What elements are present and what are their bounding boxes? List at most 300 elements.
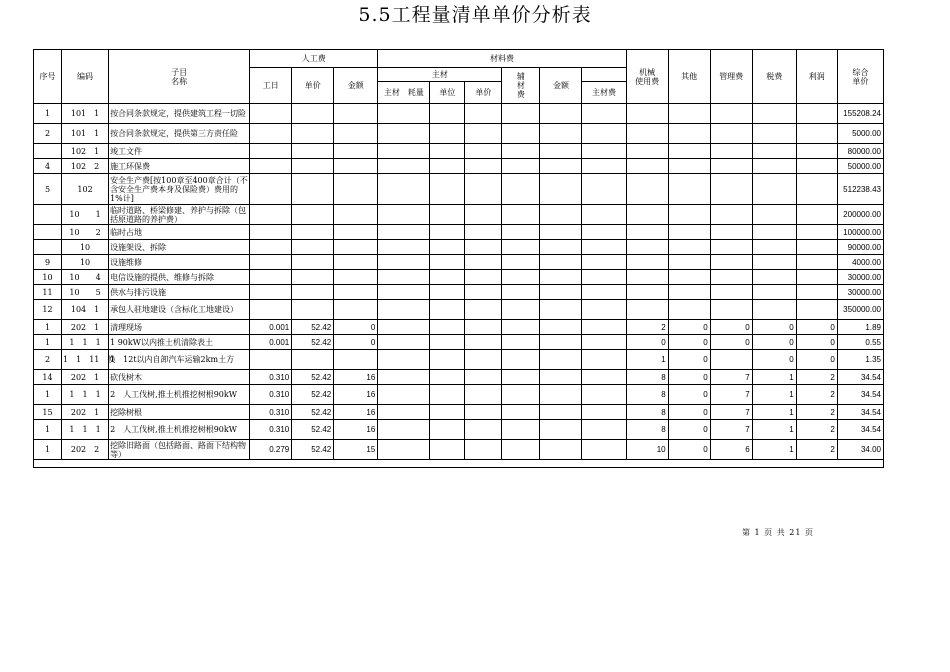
row-machine: 2 xyxy=(626,320,668,335)
row-main-consumption-a xyxy=(378,124,430,144)
row-item-name: 清理现场 xyxy=(109,320,250,335)
row-main-unit xyxy=(430,255,465,270)
row-mgmt: 7 xyxy=(710,420,752,440)
row-material-amount xyxy=(582,240,626,255)
row-code: 1 1 1 xyxy=(62,420,109,440)
row-machine xyxy=(626,174,668,205)
row-profit xyxy=(796,270,837,285)
row-main-unit xyxy=(430,225,465,240)
table-row xyxy=(34,300,884,320)
row-mgmt: 0 xyxy=(710,320,752,335)
row-machine xyxy=(626,104,668,124)
table-row xyxy=(34,285,884,300)
row-mgmt xyxy=(710,144,752,159)
row-labor-hours xyxy=(250,285,292,300)
row-main-unit xyxy=(430,270,465,285)
row-other xyxy=(668,255,710,270)
row-labor-price xyxy=(292,205,334,225)
row-main-fee xyxy=(502,225,540,240)
header-main-unit: 单位 xyxy=(430,82,465,104)
row-main-consumption-a xyxy=(378,300,430,320)
row-material-amount xyxy=(582,225,626,240)
row-main-consumption-a xyxy=(378,285,430,300)
row-main-unit xyxy=(430,370,465,385)
row-tax xyxy=(752,255,796,270)
row-main-price xyxy=(465,159,502,174)
row-aux-material xyxy=(540,159,582,174)
row-seq: 12 xyxy=(34,300,62,320)
row-main-fee xyxy=(502,240,540,255)
row-machine: 1 xyxy=(626,350,668,370)
row-machine xyxy=(626,285,668,300)
row-code: 10 2 xyxy=(62,225,109,240)
row-tax xyxy=(752,124,796,144)
row-item-name: 1 90kW以内推土机清除表土 xyxy=(109,335,250,350)
row-main-fee xyxy=(502,104,540,124)
row-labor-hours xyxy=(250,350,292,370)
row-aux-material xyxy=(540,174,582,205)
row-unit-price: 30000.00 xyxy=(837,270,883,285)
row-aux-material xyxy=(540,370,582,385)
row-seq: 1 xyxy=(34,440,62,460)
row-profit xyxy=(796,225,837,240)
row-main-unit xyxy=(430,240,465,255)
row-unit-price: 34.00 xyxy=(837,440,883,460)
row-main-price xyxy=(465,124,502,144)
row-aux-material xyxy=(540,285,582,300)
row-main-fee xyxy=(502,285,540,300)
row-material-amount xyxy=(582,370,626,385)
row-labor-amount xyxy=(334,205,378,225)
row-seq: 9 xyxy=(34,255,62,270)
header-labor-amount: 金额 xyxy=(334,68,378,104)
table-row xyxy=(34,159,884,174)
row-profit xyxy=(796,144,837,159)
row-aux-material xyxy=(540,440,582,460)
row-mgmt xyxy=(710,124,752,144)
row-code: 102 xyxy=(62,174,109,205)
row-seq: 1 xyxy=(34,104,62,124)
row-profit: 0 xyxy=(796,335,837,350)
row-item-name: 1 12t以内自卸汽车运输2km土方 xyxy=(109,350,250,370)
row-other: 0 xyxy=(668,370,710,385)
row-profit xyxy=(796,174,837,205)
row-mgmt xyxy=(710,350,752,370)
row-mgmt: 6 xyxy=(710,440,752,460)
header-main-consumption: 主材 耗量 xyxy=(378,82,430,104)
row-other: 0 xyxy=(668,440,710,460)
row-machine xyxy=(626,255,668,270)
row-aux-material xyxy=(540,104,582,124)
row-material-amount xyxy=(582,144,626,159)
row-main-unit xyxy=(430,159,465,174)
row-labor-hours: 0.001 xyxy=(250,335,292,350)
row-tax xyxy=(752,300,796,320)
row-labor-price xyxy=(292,144,334,159)
header-other: 其他 xyxy=(668,50,710,104)
row-main-price xyxy=(465,255,502,270)
page-footer: 第 1 页 共 21 页 xyxy=(742,528,814,537)
row-code: 102 1 xyxy=(62,144,109,159)
row-mgmt xyxy=(710,240,752,255)
row-labor-amount xyxy=(334,225,378,240)
row-main-fee xyxy=(502,385,540,405)
row-mgmt xyxy=(710,270,752,285)
header-aux-material: 辅 材 费 xyxy=(502,68,540,104)
row-main-price xyxy=(465,174,502,205)
row-aux-material xyxy=(540,255,582,270)
row-main-unit xyxy=(430,385,465,405)
page-title: 5.5工程量清单单价分析表 xyxy=(358,4,592,26)
row-labor-hours xyxy=(250,300,292,320)
row-unit-price: 34.54 xyxy=(837,420,883,440)
row-main-price xyxy=(465,104,502,124)
row-labor-amount: 15 xyxy=(334,440,378,460)
row-other xyxy=(668,124,710,144)
row-labor-amount xyxy=(334,124,378,144)
table-row xyxy=(34,144,884,159)
row-item-name: 电信设施的提供、维修与拆除 xyxy=(109,270,250,285)
row-main-price xyxy=(465,440,502,460)
row-aux-material xyxy=(540,405,582,420)
row-labor-price xyxy=(292,255,334,270)
row-main-fee xyxy=(502,405,540,420)
row-aux-material xyxy=(540,240,582,255)
row-main-fee xyxy=(502,370,540,385)
row-item-name: 竣工文件 xyxy=(109,144,250,159)
row-code: 202 1 xyxy=(62,405,109,420)
row-labor-amount: 0 xyxy=(334,335,378,350)
row-main-price xyxy=(465,300,502,320)
row-profit xyxy=(796,205,837,225)
row-main-consumption-a xyxy=(378,270,430,285)
row-labor-price xyxy=(292,300,334,320)
row-main-consumption-a xyxy=(378,174,430,205)
row-labor-hours xyxy=(250,225,292,240)
table-row xyxy=(34,255,884,270)
row-tax xyxy=(752,104,796,124)
table-row xyxy=(34,124,884,144)
row-main-consumption-a xyxy=(378,405,430,420)
row-code: 10 xyxy=(62,240,109,255)
row-main-unit xyxy=(430,124,465,144)
row-labor-hours xyxy=(250,174,292,205)
row-code: 10 4 xyxy=(62,270,109,285)
row-main-consumption-a xyxy=(378,205,430,225)
row-labor-amount xyxy=(334,159,378,174)
row-main-price xyxy=(465,225,502,240)
row-code: 10 5 xyxy=(62,285,109,300)
row-machine: 8 xyxy=(626,385,668,405)
table-row xyxy=(34,205,884,225)
row-tax xyxy=(752,205,796,225)
row-main-fee xyxy=(502,320,540,335)
row-unit-price: 0.55 xyxy=(837,335,883,350)
row-labor-price xyxy=(292,104,334,124)
row-profit: 2 xyxy=(796,385,837,405)
row-main-consumption-a xyxy=(378,320,430,335)
row-item-name: 供水与排污设施 xyxy=(109,285,250,300)
row-tax xyxy=(752,144,796,159)
row-main-price xyxy=(465,385,502,405)
row-unit-price: 5000.00 xyxy=(837,124,883,144)
row-unit-price: 512238.43 xyxy=(837,174,883,205)
row-other xyxy=(668,285,710,300)
row-labor-hours xyxy=(250,270,292,285)
row-profit xyxy=(796,255,837,270)
row-labor-price xyxy=(292,240,334,255)
row-main-price xyxy=(465,144,502,159)
header-material: 材料费 xyxy=(378,50,626,68)
row-main-consumption-a xyxy=(378,370,430,385)
table-row xyxy=(34,440,884,460)
header-labor-price: 单价 xyxy=(292,68,334,104)
row-other: 0 xyxy=(668,385,710,405)
table-row xyxy=(34,240,884,255)
row-other: 0 xyxy=(668,335,710,350)
header-code: 编码 xyxy=(62,50,109,104)
row-code: 1 1 1 xyxy=(62,335,109,350)
row-main-consumption-a xyxy=(378,159,430,174)
row-tax: 0 xyxy=(752,335,796,350)
row-labor-amount xyxy=(334,104,378,124)
row-unit-price: 200000.00 xyxy=(837,205,883,225)
row-main-fee xyxy=(502,420,540,440)
row-main-consumption-a xyxy=(378,350,430,370)
row-tax: 1 xyxy=(752,370,796,385)
row-code: 202 1 xyxy=(62,370,109,385)
row-main-fee xyxy=(502,350,540,370)
row-main-fee xyxy=(502,174,540,205)
row-labor-amount: 16 xyxy=(334,370,378,385)
row-mgmt xyxy=(710,159,752,174)
row-unit-price: 1.35 xyxy=(837,350,883,370)
row-seq: 11 xyxy=(34,285,62,300)
row-seq: 1 xyxy=(34,385,62,405)
header-main-price: 单价 xyxy=(465,82,502,104)
row-item-name: 砍伐树木 xyxy=(109,370,250,385)
row-material-amount xyxy=(582,159,626,174)
row-machine: 8 xyxy=(626,405,668,420)
row-seq: 1 xyxy=(34,320,62,335)
row-other xyxy=(668,159,710,174)
row-item-name: 施工环保费 xyxy=(109,159,250,174)
header-machine: 机械 使用费 xyxy=(626,50,668,104)
row-profit: 2 xyxy=(796,420,837,440)
row-item-name: 安全生产费[按100章至400章合计（不含安全生产费本身及保险费）费用的1%计] xyxy=(110,175,248,203)
table-row xyxy=(34,335,884,350)
row-machine xyxy=(626,144,668,159)
row-profit: 0 xyxy=(796,350,837,370)
row-profit: 2 xyxy=(796,370,837,385)
row-labor-amount xyxy=(334,240,378,255)
row-main-consumption-a xyxy=(378,420,430,440)
row-item-name: 承包人驻地建设（含标化工地建设） xyxy=(109,300,250,320)
row-machine xyxy=(626,270,668,285)
row-profit xyxy=(796,159,837,174)
row-unit-price: 90000.00 xyxy=(837,240,883,255)
header-item-name: 子目 名称 xyxy=(109,50,250,104)
row-tax: 0 xyxy=(752,350,796,370)
row-machine: 0 xyxy=(626,335,668,350)
row-labor-price: 52.42 xyxy=(292,320,334,335)
row-main-unit xyxy=(430,144,465,159)
header-profit: 利润 xyxy=(796,50,837,104)
row-labor-amount: 16 xyxy=(334,420,378,440)
row-labor-amount: 0 xyxy=(334,320,378,335)
row-main-price xyxy=(465,285,502,300)
row-labor-price xyxy=(292,285,334,300)
row-profit: 2 xyxy=(796,440,837,460)
row-labor-amount xyxy=(334,144,378,159)
row-material-amount xyxy=(582,320,626,335)
row-main-fee xyxy=(502,205,540,225)
row-main-fee xyxy=(502,440,540,460)
row-main-unit xyxy=(430,320,465,335)
row-item-name: 按合同条款规定，提供建筑工程一切险 xyxy=(109,104,250,124)
row-material-amount xyxy=(582,385,626,405)
row-main-unit xyxy=(430,405,465,420)
row-labor-price: 52.42 xyxy=(292,440,334,460)
row-item-name: 设施维修 xyxy=(109,255,250,270)
row-code: 101 1 xyxy=(62,124,109,144)
row-mgmt xyxy=(710,300,752,320)
row-main-consumption-a xyxy=(378,335,430,350)
row-main-price xyxy=(465,350,502,370)
row-aux-material xyxy=(540,124,582,144)
row-labor-price: 52.42 xyxy=(292,335,334,350)
row-main-price xyxy=(465,270,502,285)
header-seq: 序号 xyxy=(34,50,62,104)
row-seq xyxy=(34,144,62,159)
row-material-amount xyxy=(582,104,626,124)
row-main-fee xyxy=(502,270,540,285)
row-labor-price: 52.42 xyxy=(292,370,334,385)
row-main-unit xyxy=(430,440,465,460)
row-labor-hours: 0.001 xyxy=(250,320,292,335)
row-seq: 2 xyxy=(34,350,62,370)
row-profit: 2 xyxy=(796,405,837,420)
row-profit xyxy=(796,285,837,300)
row-machine: 10 xyxy=(626,440,668,460)
table-row xyxy=(34,405,884,420)
header-labor-hours: 工日 xyxy=(250,68,292,104)
row-main-unit xyxy=(430,205,465,225)
row-aux-material xyxy=(540,350,582,370)
row-seq xyxy=(34,205,62,225)
row-tax xyxy=(752,270,796,285)
row-labor-amount xyxy=(334,285,378,300)
row-seq xyxy=(34,225,62,240)
row-code: 1 1 11 换 xyxy=(62,350,109,370)
row-aux-material xyxy=(540,225,582,240)
row-labor-hours xyxy=(250,240,292,255)
row-material-amount xyxy=(582,405,626,420)
row-aux-material xyxy=(540,420,582,440)
row-labor-price xyxy=(292,174,334,205)
row-tax xyxy=(752,174,796,205)
row-seq: 1 xyxy=(34,335,62,350)
row-tax: 1 xyxy=(752,405,796,420)
row-other xyxy=(668,144,710,159)
row-item-name: 设施架设、拆除 xyxy=(109,240,250,255)
header-tax: 税费 xyxy=(752,50,796,104)
row-other xyxy=(668,300,710,320)
row-main-price xyxy=(465,320,502,335)
row-unit-price: 4000.00 xyxy=(837,255,883,270)
row-mgmt xyxy=(710,285,752,300)
row-labor-amount xyxy=(334,255,378,270)
row-other xyxy=(668,174,710,205)
row-item-name: 挖除旧路面（包括路面、路面下结构物等） xyxy=(109,440,250,460)
row-labor-hours: 0.279 xyxy=(250,440,292,460)
table-row xyxy=(34,420,884,440)
row-other: 0 xyxy=(668,420,710,440)
row-labor-price xyxy=(292,270,334,285)
row-labor-hours xyxy=(250,124,292,144)
row-seq: 2 xyxy=(34,124,62,144)
row-machine: 8 xyxy=(626,420,668,440)
row-material-amount xyxy=(582,255,626,270)
row-main-unit xyxy=(430,420,465,440)
row-seq xyxy=(34,240,62,255)
row-code: 10 1 xyxy=(62,205,109,225)
row-labor-amount xyxy=(334,300,378,320)
row-main-price xyxy=(465,335,502,350)
row-unit-price: 350000.00 xyxy=(837,300,883,320)
row-other xyxy=(668,104,710,124)
row-other xyxy=(668,205,710,225)
row-seq: 14 xyxy=(34,370,62,385)
row-mgmt xyxy=(710,225,752,240)
row-aux-material xyxy=(540,205,582,225)
row-item-name: 挖除树根 xyxy=(109,405,250,420)
row-labor-hours xyxy=(250,144,292,159)
row-main-unit xyxy=(430,104,465,124)
row-item-name: 2 人工伐树,推土机推挖树根90kW xyxy=(109,385,250,405)
row-aux-material xyxy=(540,320,582,335)
row-other xyxy=(668,270,710,285)
row-main-unit xyxy=(430,174,465,205)
row-labor-hours: 0.310 xyxy=(250,385,292,405)
row-aux-material xyxy=(540,270,582,285)
row-unit-price: 34.54 xyxy=(837,370,883,385)
row-item-name: 按合同条款规定，提供第三方责任险 xyxy=(109,124,250,144)
unit-price-analysis-table xyxy=(33,49,884,468)
row-material-amount xyxy=(582,285,626,300)
row-machine xyxy=(626,159,668,174)
row-item-name: 2 人工伐树,推土机推挖树根90kW xyxy=(109,420,250,440)
row-main-price xyxy=(465,370,502,385)
row-labor-amount: 16 xyxy=(334,385,378,405)
row-main-consumption-a xyxy=(378,104,430,124)
table-row xyxy=(34,225,884,240)
row-mgmt: 0 xyxy=(710,335,752,350)
row-main-consumption-a xyxy=(378,144,430,159)
row-unit-price: 30000.00 xyxy=(837,285,883,300)
row-seq: 5 xyxy=(34,174,62,205)
row-mgmt: 7 xyxy=(710,405,752,420)
row-machine xyxy=(626,225,668,240)
row-unit-price: 1.89 xyxy=(837,320,883,335)
row-labor-amount xyxy=(334,350,378,370)
row-unit-price: 155208.24 xyxy=(837,104,883,124)
row-labor-amount: 16 xyxy=(334,405,378,420)
row-unit-price: 100000.00 xyxy=(837,225,883,240)
table-row xyxy=(34,104,884,124)
row-main-unit xyxy=(430,350,465,370)
row-main-fee xyxy=(502,124,540,144)
